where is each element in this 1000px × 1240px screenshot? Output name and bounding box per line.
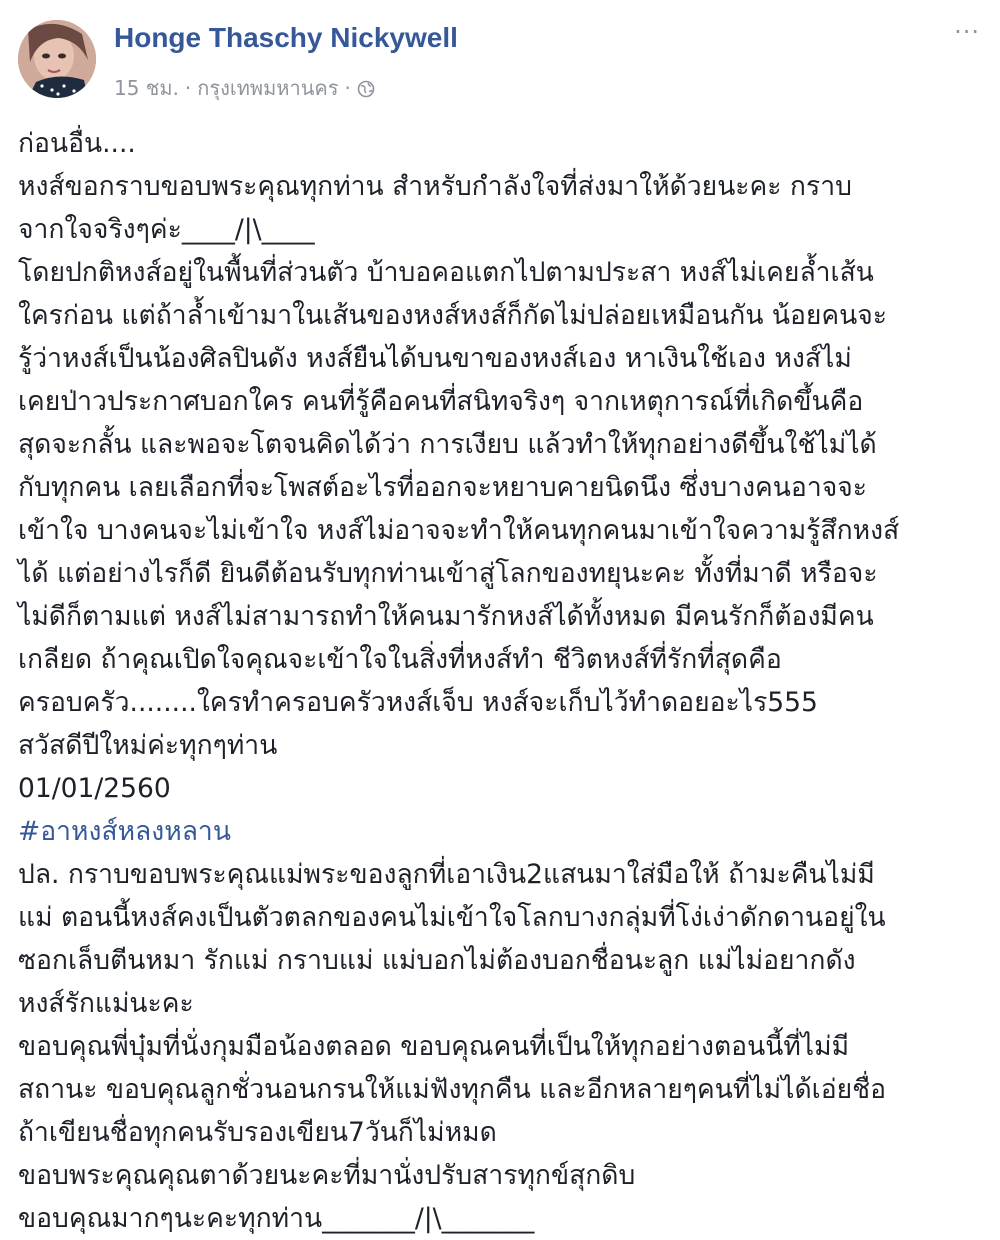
more-options-icon[interactable]: ··· [954,18,980,46]
post-text-line: ถ้าเขียนชื่อทุกคนรับรองเขียน7วันก็ไม่หมด [18,1117,497,1148]
post-text-line: รู้ว่าหงส์เป็นน้องศิลปินดัง หงส์ยืนได้บนขาของหงส์เอง หาเงินใช้เอง หงส์ไม่ [18,343,852,374]
post-text-line: สุดจะกลั้น และพอจะโตจนคิดได้ว่า การเงียบ แล้วทำให้ทุกอย่างดีขึ้นใช้ไม่ได้ [18,429,877,460]
post-text-line: แม่ ตอนนี้หงส์คงเป็นตัวตลกของคนไม่เข้าใจโลกบางกลุ่มที่โง่เง่าดักดานอยู่ใน [18,902,886,933]
post-text-line: 01/01/2560 [18,773,171,804]
post-location[interactable]: กรุงเทพมหานคร [197,76,339,100]
post-text-line: ขอบพระคุณคุณตาด้วยนะคะที่มานั่งปรับสารทุกข์สุกดิบ [18,1160,636,1191]
post-text-line: ขอบคุณมากๆนะคะทุกท่าน_______/|\_______ [18,1203,535,1234]
post-text-line: ครอบครัว........ใครทำครอบครัวหงส์เจ็บ หงส์จะเก็บไว้ทำดอยอะไร555 [18,687,818,718]
post-text-line: ปล. กราบขอบพระคุณแม่พระของลูกที่เอาเงิน2แสนมาใส่มือให้ ถ้ามะคืนไม่มี [18,859,875,890]
globe-icon[interactable] [357,79,375,97]
post-text-line: ซอกเล็บตีนหมา รักแม่ กราบแม่ แม่บอกไม่ต้องบอกชื่อนะลูก แม่ไม่อยากดัง [18,945,856,976]
post-text-line: ก่อนอื่น.... [18,128,136,159]
post-text-line: หงส์ขอกราบขอบพระคุณทุกท่าน สำหรับกำลังใจที่ส่งมาให้ด้วยนะคะ กราบ [18,171,852,202]
post-text-line: เกลียด ถ้าคุณเปิดใจคุณจะเข้าใจในสิ่งที่หงส์ทำ ชีวิตหงส์ที่รักที่สุดคือ [18,644,782,675]
post-header [18,20,982,104]
post-text-line: สวัสดีปีใหม่ค่ะทุกๆท่าน [18,730,278,761]
post-text-line: สถานะ ขอบคุณลูกชั่วนอนกรนให้แม่ฟังทุกคืน และอีกหลายๆคนที่ไม่ได้เอ่ยชื่อ [18,1074,887,1105]
post-text-line: จากใจจริงๆค่ะ____/|\____ [18,214,315,245]
post-text-line: โดยปกติหงส์อยู่ในพื้นที่ส่วนตัว บ้าบอคอแตกไปตามประสา หงส์ไม่เคยล้ำเส้น [18,257,874,288]
post-text-postscript [18,853,984,1240]
post-text-line: หงส์รักแม่นะคะ [18,988,194,1019]
post-text-line: เข้าใจ บางคนจะไม่เข้าใจ หงส์ไม่อาจจะทำให้คนทุกคนมาเข้าใจความรู้สึกหงส์ [18,515,900,546]
post-text-line: ได้ แต่อย่างไรก็ดี ยินดีต้อนรับทุกท่านเข้าสู่โลกของทยุนะคะ ทั้งที่มาดี หรือจะ [18,558,878,589]
avatar[interactable] [18,20,96,98]
post-text-line: ขอบคุณพี่บุ๋มที่นั่งกุมมือน้องตลอด ขอบคุณคนที่เป็นให้ทุกอย่างตอนนี้ที่ไม่มี [18,1031,850,1062]
author-name[interactable]: Honge Thaschy Nickywell [114,22,458,53]
meta-separator: · [184,76,192,100]
meta-separator: · [344,76,351,100]
post-body [18,122,984,1240]
post-text-line: กับทุกคน เลยเลือกที่จะโพสต์อะไรที่ออกจะหยาบคายนิดนึง ซึ่งบางคนอาจจะ [18,472,867,503]
post-time[interactable]: 15 ชม. [114,76,179,100]
post-meta [114,72,375,104]
avatar-photo [18,20,96,98]
post-text-line: เคยป่าวประกาศบอกใคร คนที่รู้คือคนที่สนิทจริงๆ จากเหตุการณ์ที่เกิดขึ้นคือ [18,386,864,417]
post-text-line: ไม่ดีก็ตามแต่ หงส์ไม่สามารถทำให้คนมารักหงส์ได้ทั้งหมด มีคนรักก็ต้องมีคน [18,601,874,632]
post-text [18,122,984,810]
hashtag-link[interactable]: #อาหงส์หลงหลาน [18,816,231,847]
post-text-line: ใครก่อน แต่ถ้าล้ำเข้ามาในเส้นของหงส์หงส์ก็กัดไม่ปล่อยเหมือนกัน น้อยคนจะ [18,300,888,331]
